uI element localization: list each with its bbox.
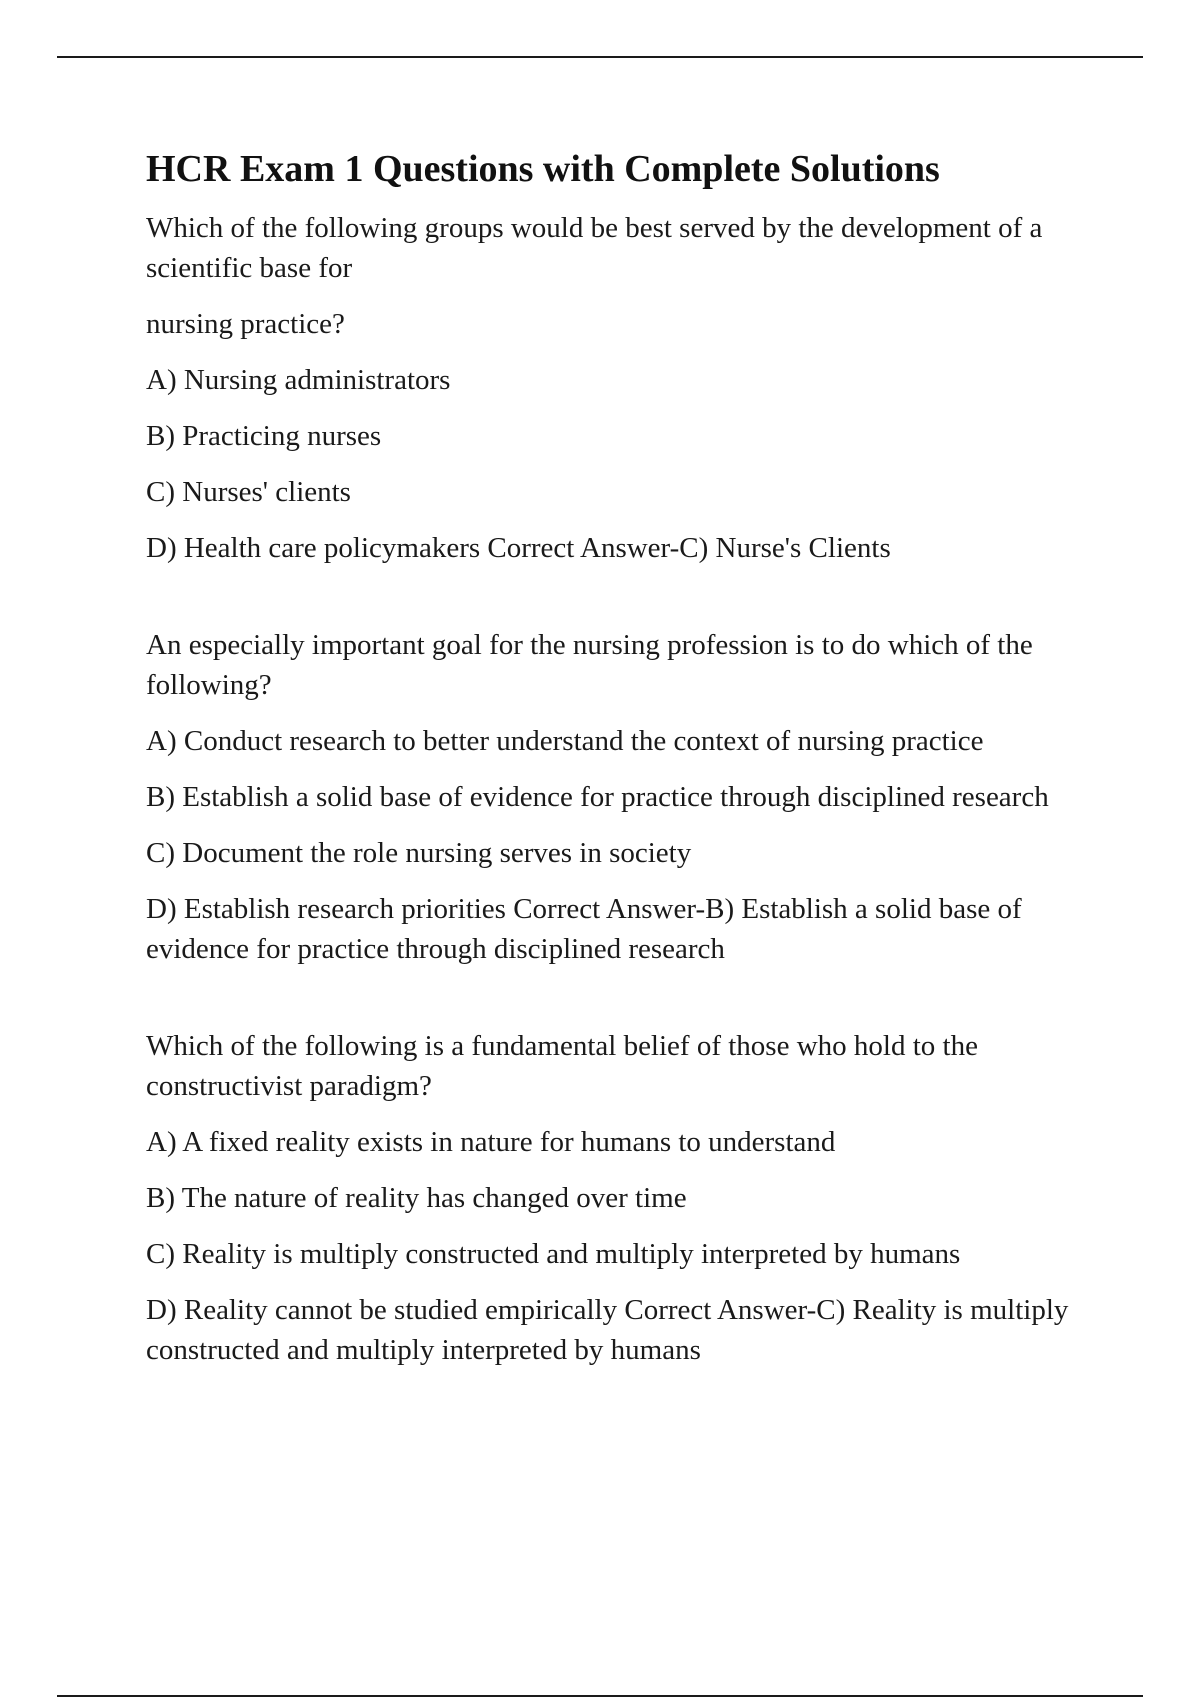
answer-option: C) Reality is multiply constructed and multiply interpreted by humans [146, 1238, 961, 1270]
document-body [146, 140, 1096, 1386]
answer-option-with-correct-answer: D) Establish research priorities Correct Answer-B) Establish a solid base of evidence for practice through disciplined research [146, 893, 1022, 965]
answer-option: B) Establish a solid base of evidence for practice through disciplined research [146, 781, 1049, 813]
question-3 [146, 1026, 1096, 1370]
answer-option-with-correct-answer: D) Reality cannot be studied empirically Correct Answer-C) Reality is multiply constructed and multiply interpreted by humans [146, 1294, 1069, 1366]
footer-rule [57, 1695, 1143, 1697]
answer-option: A) Nursing administrators [146, 364, 451, 396]
answer-option: A) Conduct research to better understand the context of nursing practice [146, 725, 984, 757]
question-stem: Which of the following is a fundamental belief of those who hold to the constructivist paradigm? [146, 1030, 978, 1102]
answer-option: A) A fixed reality exists in nature for humans to understand [146, 1126, 836, 1158]
header-rule [57, 56, 1143, 58]
document-title: HCR Exam 1 Questions with Complete Solutions [146, 148, 940, 190]
answer-option: B) Practicing nurses [146, 420, 382, 452]
question-stem-continued: nursing practice? [146, 308, 345, 340]
answer-option: C) Document the role nursing serves in society [146, 837, 692, 869]
question-stem: An especially important goal for the nursing profession is to do which of the following? [146, 629, 1033, 701]
question-stem: Which of the following groups would be best served by the development of a scientific base for [146, 212, 1043, 284]
question-1 [146, 208, 1096, 568]
answer-option: B) The nature of reality has changed over time [146, 1182, 687, 1214]
answer-option: C) Nurses' clients [146, 476, 351, 508]
answer-option-with-correct-answer: D) Health care policymakers Correct Answer-C) Nurse's Clients [146, 532, 891, 564]
question-2 [146, 625, 1096, 969]
